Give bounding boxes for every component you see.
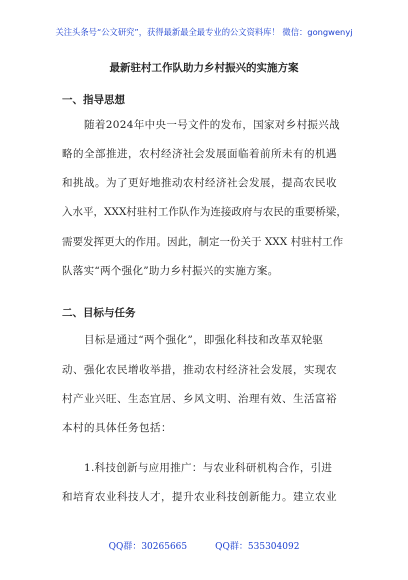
footer-qq-groups [0, 539, 408, 552]
paragraph-line: 随着2024年中央一号文件的发布，国家对乡村振兴战 [84, 119, 340, 131]
paragraph-line: 和培育农业科技人才，提升农业科技创新能力。建立农业 [62, 491, 337, 503]
footer-qq-group-2: QQ群：535304092 [215, 542, 300, 552]
paragraph-line: 和挑战。为了更好地推动农村经济社会发展，提高农民收 [62, 177, 337, 189]
document-title: 最新驻村工作队助力乡村振兴的实施方案 [109, 62, 299, 74]
paragraph-line: 略的全部推进，农村经济社会发展面临着前所未有的机遇 [62, 148, 337, 160]
section-heading-goals-tasks: 二、目标与任务 [62, 307, 136, 319]
paragraph-line: 队落实“两个强化”助力乡村振兴的实施方案。 [62, 265, 279, 277]
header-banner: 关注头条号“公文研究”，获得最新最全最专业的公文资料库！ 微信：gongwenyj [55, 27, 353, 37]
paragraph-line: 本村的具体任务包括： [62, 422, 172, 434]
section-heading-guiding-thought: 一、指导思想 [62, 94, 125, 106]
footer-qq-group-1: QQ群：30265665 [108, 542, 188, 552]
paragraph-line: 需要发挥更大的作用。因此，制定一份关于 XXX 村驻村工作 [62, 236, 344, 248]
paragraph-line: 村产业兴旺、生态宜居、乡风文明、治理有效、生活富裕 [62, 393, 337, 405]
paragraph-line: 入水平，XXX村驻村工作队作为连接政府与农民的重要桥梁， [62, 206, 347, 218]
paragraph-line: 动、强化农民增收举措，推动农村经济社会发展，实现农 [62, 364, 337, 376]
paragraph-line: 目标是通过“两个强化”，即强化科技和改革双轮驱 [84, 334, 324, 346]
paragraph-line: 1.科技创新与应用推广：与农业科研机构合作，引进 [84, 462, 333, 474]
